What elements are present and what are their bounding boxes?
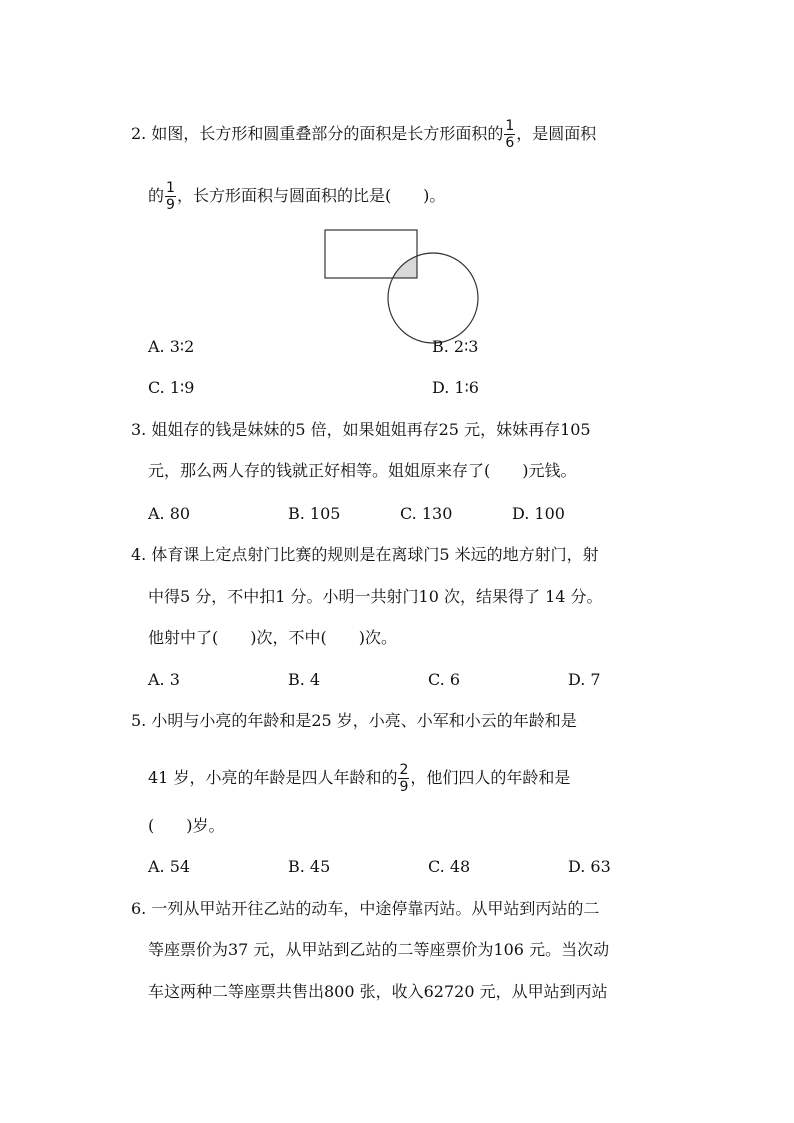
q6-line2: 等座票价为37 元，从甲站到乙站的二等座票价为106 元。当次动 [148,940,610,959]
q2-fraction-1-6: $\frac{1}{6}$ [505,118,515,151]
q5-fraction-2-9: $\frac{2}{9}$ [399,762,409,795]
q2-option-d: D. 1∶6 [432,378,479,397]
q6-text-1: 一列从甲站开往乙站的动车，中途停靠丙站。从甲站到丙站的二 [151,899,600,918]
q3-text-1: 姐姐存的钱是妹妹的5 倍，如果姐姐再存25 元，妹妹再存105 [151,420,591,439]
q3-number: 3. [131,420,147,439]
q5-text-1: 小明与小亮的年龄和是25 岁，小亮、小军和小云的年龄和是 [151,711,577,730]
q6-number: 6. [131,899,147,918]
q5-line2 [148,762,570,795]
circle-shape [388,253,478,343]
q6-line1 [131,899,599,919]
q2-text-c: 的 [148,186,165,205]
q3-option-c: C. 130 [400,504,453,523]
q2-option-a: A. 3∶2 [148,337,195,356]
q2-option-c: C. 1∶9 [148,378,195,397]
q4-option-d: D. 7 [568,670,601,689]
q3-option-d: D. 100 [512,504,565,523]
q5-option-b: B. 45 [288,857,331,876]
q4-line2: 中得5 分，不中扣1 分。小明一共射门10 次，结果得了 14 分。 [148,587,603,606]
q4-option-a: A. 3 [148,670,180,689]
q2-line2 [148,180,445,213]
q5-option-d: D. 63 [568,857,611,876]
q2-line1 [131,118,596,151]
q5-option-a: A. 54 [148,857,191,876]
q2-option-b: B. 2∶3 [432,337,479,356]
q5-text-2a: 41 岁，小亮的年龄是四人年龄和的 [148,768,398,787]
q2-text-a: 如图，长方形和圆重叠部分的面积是长方形面积的 [151,124,504,143]
q2-number: 2. [131,124,147,143]
q3-option-a: A. 80 [148,504,191,523]
q3-line1 [131,420,591,440]
rectangle-circle-figure [322,224,482,348]
q2-fraction-1-9: $\frac{1}{9}$ [166,180,175,213]
q4-line3: 他射中了( )次，不中( )次。 [148,628,397,647]
q4-option-b: B. 4 [288,670,321,689]
q4-number: 4. [131,545,147,564]
q4-text-1: 体育课上定点射门比赛的规则是在离球门5 米远的地方射门，射 [151,545,599,564]
q2-text-b: ，是圆面积 [516,124,597,143]
q6-line3: 车这两种二等座票共售出800 张，收入62720 元，从甲站到丙站 [148,982,608,1001]
q5-line3: ( )岁。 [148,816,225,835]
q5-text-2b: ，他们四人的年龄和是 [410,768,571,787]
q3-line2: 元，那么两人存的钱就正好相等。姐姐原来存了( )元钱。 [148,461,577,480]
q5-line1 [131,711,577,731]
q5-option-c: C. 48 [428,857,471,876]
q4-option-c: C. 6 [428,670,461,689]
q3-option-b: B. 105 [288,504,341,523]
q5-number: 5. [131,711,147,730]
q2-text-d: ，长方形面积与圆面积的比是( )。 [176,186,446,205]
q4-line1 [131,545,599,565]
